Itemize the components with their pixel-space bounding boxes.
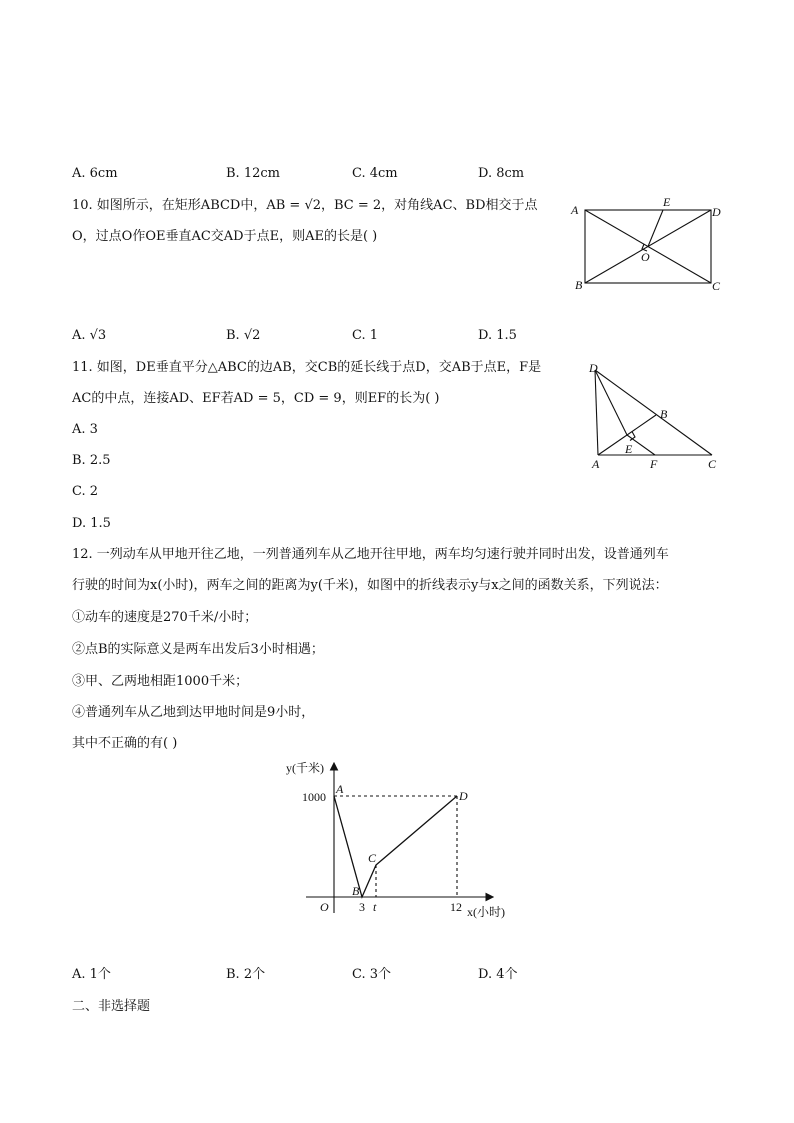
label-e: E — [625, 442, 633, 456]
q9-option-b: B. 12cm — [226, 166, 280, 181]
segment-ad — [595, 370, 598, 455]
segment-dc — [595, 370, 712, 455]
q11-stem-line2: AC的中点，连接AD、EF若AD = 5，CD = 9，则EF的长为( ) — [72, 391, 440, 406]
point-c: C — [368, 851, 377, 865]
q11-option-a: A. 3 — [72, 422, 98, 437]
q10-option-b: B. √2 — [226, 328, 261, 343]
q12-stem-line1: 12. 一列动车从甲地开往乙地，一列普通列车从乙地开往甲地，两车均匀速行驶并同时出发，设普通列车 — [72, 547, 669, 562]
label-d: D — [712, 205, 721, 219]
x-axis-label: x(小时) — [467, 905, 505, 919]
label-b: B — [575, 278, 583, 292]
q10-stem-line1: 10. 如图所示，在矩形ABCD中，AB = √2，BC = 2，对角线AC、BD相交于点 — [72, 198, 538, 213]
q12-statement-2: ②点B的实际意义是两车出发后3小时相遇； — [72, 642, 324, 657]
segment-oe — [648, 210, 663, 247]
point-b: B — [352, 884, 360, 898]
label-c: C — [712, 279, 721, 293]
q10-option-c: C. 1 — [352, 328, 379, 343]
q12-distance-time-graph — [280, 758, 520, 923]
q9-option-d: D. 8cm — [478, 166, 525, 181]
label-b: B — [660, 407, 668, 421]
q10-option-a: A. √3 — [72, 328, 107, 343]
q11-option-c: C. 2 — [72, 484, 99, 499]
q12-statement-4: ④普通列车从乙地到达甲地时间是9小时， — [72, 705, 315, 720]
label-d: D — [589, 361, 598, 375]
q10-option-d: D. 1.5 — [478, 328, 517, 343]
y-axis-label: y(千米) — [286, 761, 324, 775]
q12-option-c: C. 3个 — [352, 967, 392, 982]
q9-option-a: A. 6cm — [72, 166, 118, 181]
x-tick-3: 3 — [359, 900, 365, 914]
q12-option-b: B. 2个 — [226, 967, 266, 982]
segment-de — [595, 370, 627, 435]
y-tick-1000: 1000 — [302, 790, 326, 804]
q10-rectangle-figure — [565, 192, 735, 296]
x-tick-12: 12 — [450, 900, 462, 914]
q11-option-b: B. 2.5 — [72, 453, 111, 468]
label-f: F — [650, 457, 658, 471]
q12-statement-3: ③甲、乙两地相距1000千米； — [72, 674, 249, 689]
section-2-heading: 二、非选择题 — [72, 999, 151, 1014]
q11-stem-line1: 11. 如图，DE垂直平分△ABC的边AB，交CB的延长线于点D，交AB于点E，F是 — [72, 360, 542, 375]
q9-option-c: C. 4cm — [352, 166, 398, 181]
q12-option-d: D. 4个 — [478, 967, 518, 982]
q12-statement-1: ①动车的速度是270千米/小时； — [72, 610, 258, 625]
q10-stem-line2: O，过点O作OE垂直AC交AD于点E，则AE的长是( ) — [72, 229, 378, 244]
point-d: D — [459, 789, 468, 803]
label-c: C — [708, 457, 717, 471]
x-tick-t: t — [373, 900, 377, 914]
q12-stem-line2: 行驶的时间为x(小时)，两车之间的距离为y(千米)，如图中的折线表示y与x之间的函数关系，下列说法： — [72, 578, 668, 593]
q12-question: 其中不正确的有( ) — [72, 736, 178, 751]
q12-option-a: A. 1个 — [72, 967, 111, 982]
point-a: A — [336, 782, 344, 796]
q11-triangle-figure — [580, 358, 730, 474]
label-o: O — [641, 250, 650, 264]
label-a: A — [592, 457, 600, 471]
label-e: E — [663, 195, 671, 209]
label-a: A — [571, 203, 579, 217]
origin-label: O — [320, 900, 329, 914]
q11-option-d: D. 1.5 — [72, 516, 111, 531]
distance-polyline — [334, 796, 457, 897]
